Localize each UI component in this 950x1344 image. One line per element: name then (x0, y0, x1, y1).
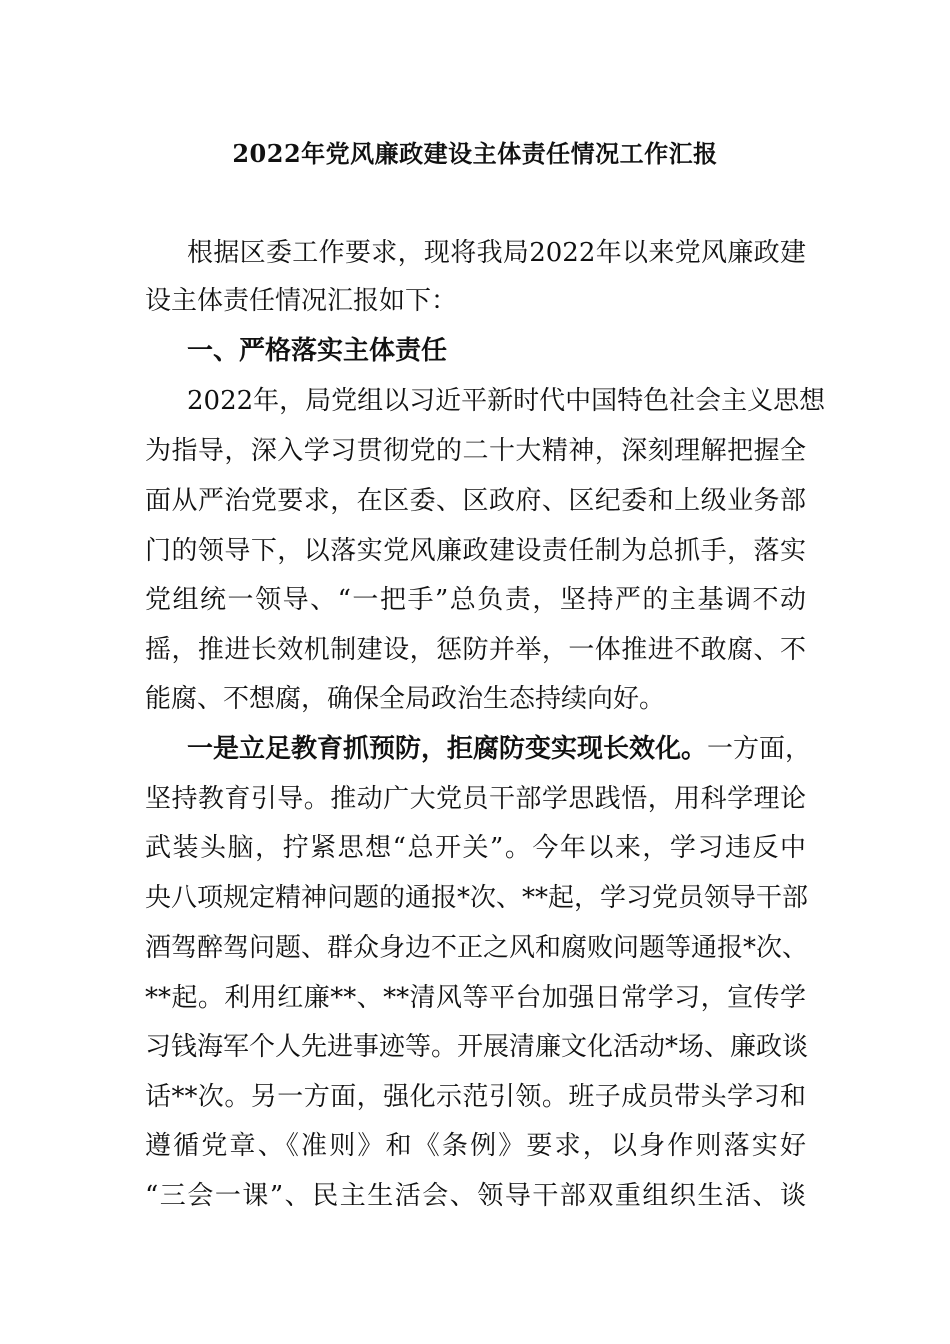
paragraph-line: 遵循党章、《准则》和《条例》要求，以身作则落实好 (145, 1131, 806, 1161)
paragraph-line: 党组统一领导、“一把手”总负责，坚持严的主基调不动 (145, 585, 806, 615)
paragraph-line: 面从严治党要求，在区委、区政府、区纪委和上级业务部 (145, 486, 806, 516)
paragraph-line: **起。利用红廉**、**清风等平台加强日常学习，宣传学 (145, 983, 806, 1013)
paragraph-line: 习钱海军个人先进事迹等。开展清廉文化活动*场、廉政谈 (145, 1032, 809, 1062)
paragraph-line: 门的领导下，以落实党风廉政建设责任制为总抓手，落实 (145, 536, 806, 566)
point-one-lead: 一是立足教育抓预防，拒腐防变实现长效化。 (187, 734, 708, 764)
paragraph-line: 话**次。另一方面，强化示范引领。班子成员带头学习和 (145, 1082, 806, 1112)
section-heading: 一、严格落实主体责任 (187, 336, 448, 366)
point-one-lead-rest: 一方面， (707, 734, 812, 764)
paragraph-line: “三会一课”、民主生活会、领导干部双重组织生活、谈 (145, 1181, 806, 1211)
document-title: 2022年党风廉政建设主体责任情况工作汇报 (232, 139, 718, 168)
paragraph-line: 酒驾醉驾问题、群众身边不正之风和腐败问题等通报*次、 (145, 933, 809, 963)
paragraph-line: 武装头脑，拧紧思想“总开关”。今年以来，学习违反中 (145, 833, 806, 863)
intro-line-2: 设主体责任情况汇报如下： (145, 286, 458, 316)
paragraph-line: 摇，推进长效机制建设，惩防并举，一体推进不敢腐、不 (145, 635, 806, 665)
point-one-first-line (187, 731, 812, 767)
paragraph-line: 能腐、不想腐，确保全局政治生态持续向好。 (145, 684, 666, 714)
paragraph-line: 2022年，局党组以习近平新时代中国特色社会主义思想 (187, 386, 826, 416)
paragraph-line: 坚持教育引导。推动广大党员干部学思践悟，用科学理论 (145, 784, 806, 814)
paragraph-line: 为指导，深入学习贯彻党的二十大精神，深刻理解把握全 (145, 436, 806, 466)
intro-line-1: 根据区委工作要求，现将我局2022年以来党风廉政建 (187, 238, 806, 268)
paragraph-line: 央八项规定精神问题的通报*次、**起，学习党员领导干部 (145, 883, 809, 913)
